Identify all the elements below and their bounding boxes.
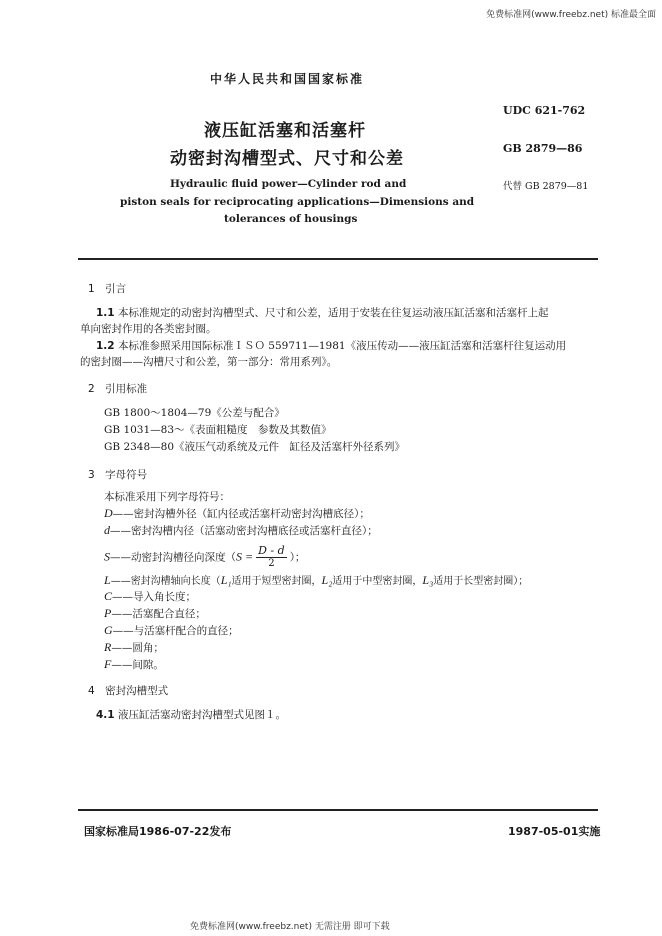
symbol-C [104, 588, 196, 605]
symbol-F [104, 656, 164, 673]
symbol-d [104, 522, 378, 539]
para-1-1-line1: 本标准规定的动密封沟槽型式、尺寸和公差，适用于安装在往复运动液压缸活塞和活塞杆上起 [117, 307, 549, 319]
para-1-1 [96, 305, 548, 321]
para-1-1-number: 1.1 [96, 307, 115, 319]
symbol-D-desc: ——密封沟槽外径（缸内径或活塞杆动密封沟槽底径）； [112, 508, 370, 520]
para-1-1-cont: 单向密封作用的各类密封圈。 [80, 323, 217, 335]
symbol-F-desc: ——间隙。 [111, 659, 164, 671]
formula-numerator: D - d [258, 544, 285, 557]
symbol-L3: L₃ [422, 573, 434, 587]
symbol-P-desc: ——活塞配合直径； [111, 608, 206, 620]
replaces-note: 代替 GB 2879—81 [503, 181, 589, 192]
para-1-2-number: 1.2 [96, 340, 115, 352]
watermark-bottom: 免费标准网(www.freebz.net) 无需注册 即可下载 [190, 922, 390, 932]
formula-fraction [256, 545, 287, 570]
effective-date: 1987-05-01实施 [508, 825, 601, 838]
para-1-2-cont: 的密封圈——沟槽尺寸和公差，第一部分：常用系列》。 [80, 356, 338, 368]
ref-item: GB 1031—83～《表面粗糙度 参数及其数值》 [104, 424, 332, 436]
formula-lhs: S = [236, 549, 254, 564]
symbol-d-desc: ——密封沟槽内径（活塞动密封沟槽底径或活塞杆直径）； [110, 525, 378, 537]
symbol-L1: L₁ [220, 573, 232, 587]
symbol-L-desc-d: 适用于长型密封圈）； [433, 576, 529, 587]
symbol-P [104, 605, 206, 622]
doc-title-line1: 液压缸活塞和活塞杆 [204, 121, 366, 141]
symbol-G [104, 622, 239, 639]
symbol-S [104, 545, 305, 570]
section-3-heading: 3 字母符号 [88, 469, 148, 481]
symbol-R-desc: ——圆角； [111, 642, 164, 654]
country-standard-title: 中华人民共和国国家标准 [210, 72, 365, 86]
symbol-L-desc-a: ——密封沟槽轴向长度（ [110, 576, 221, 587]
section-1-heading: 1 引言 [88, 283, 127, 295]
symbol-F-letter: F [104, 657, 112, 671]
symbol-D-letter: D [104, 506, 113, 520]
symbol-L-desc-c: 适用于中型密封圈， [332, 576, 423, 587]
watermark-top: 免费标准网(www.freebz.net) 标准最全面 [486, 10, 656, 20]
para-4-1 [96, 707, 286, 723]
english-title-line2: piston seals for reciprocating applications—Dimensions and [120, 196, 475, 208]
symbol-L-letter: L [104, 573, 111, 587]
symbol-L2: L₂ [321, 573, 333, 587]
symbol-L-desc-b: 适用于短型密封圈， [231, 576, 322, 587]
symbol-P-letter: P [104, 606, 112, 620]
doc-title-line2: 动密封沟槽型式、尺寸和公差 [170, 149, 404, 169]
symbol-d-letter: d [104, 523, 110, 537]
formula-denominator: 2 [268, 558, 275, 569]
para-1-2 [96, 338, 566, 354]
symbol-C-desc: ——导入角长度； [112, 591, 197, 603]
ref-item: GB 1800～1804—79《公差与配合》 [104, 407, 285, 419]
symbol-R [104, 639, 164, 656]
header-divider [78, 258, 598, 260]
symbol-R-letter: R [104, 640, 112, 654]
section-4-heading: 4 密封沟槽型式 [88, 685, 169, 697]
symbols-intro: 本标准采用下列字母符号： [104, 491, 230, 503]
symbol-S-desc: ——动密封沟槽径向深度（ [110, 551, 236, 564]
para-1-2-line1: 本标准参照采用国际标准ＩＳＯ 559711—1981《液压传动——液压缸活塞和活塞杆往复运动用 [117, 340, 567, 352]
symbol-S-end: ）； [289, 551, 306, 564]
english-title-line3: tolerances of housings [224, 213, 358, 225]
section-2-heading: 2 引用标准 [88, 383, 148, 395]
udc-code: UDC 621-762 [503, 104, 586, 117]
ref-item: GB 2348—80《液压气动系统及元件 缸径及活塞杆外径系列》 [104, 441, 406, 453]
symbol-C-letter: C [104, 589, 113, 603]
para-4-1-text: 液压缸活塞动密封沟槽型式见图１。 [117, 709, 286, 721]
footer-divider [78, 809, 598, 811]
symbol-S-letter: S [104, 549, 110, 564]
issue-date: 国家标准局1986-07-22发布 [84, 825, 232, 838]
symbol-G-desc: ——与活塞杆配合的直径； [112, 625, 239, 637]
english-title-line1: Hydraulic fluid power—Cylinder rod and [170, 178, 407, 190]
gb-code: GB 2879—86 [503, 142, 583, 155]
symbol-G-letter: G [104, 623, 113, 637]
symbol-D [104, 505, 370, 522]
para-4-1-number: 4.1 [96, 709, 115, 721]
